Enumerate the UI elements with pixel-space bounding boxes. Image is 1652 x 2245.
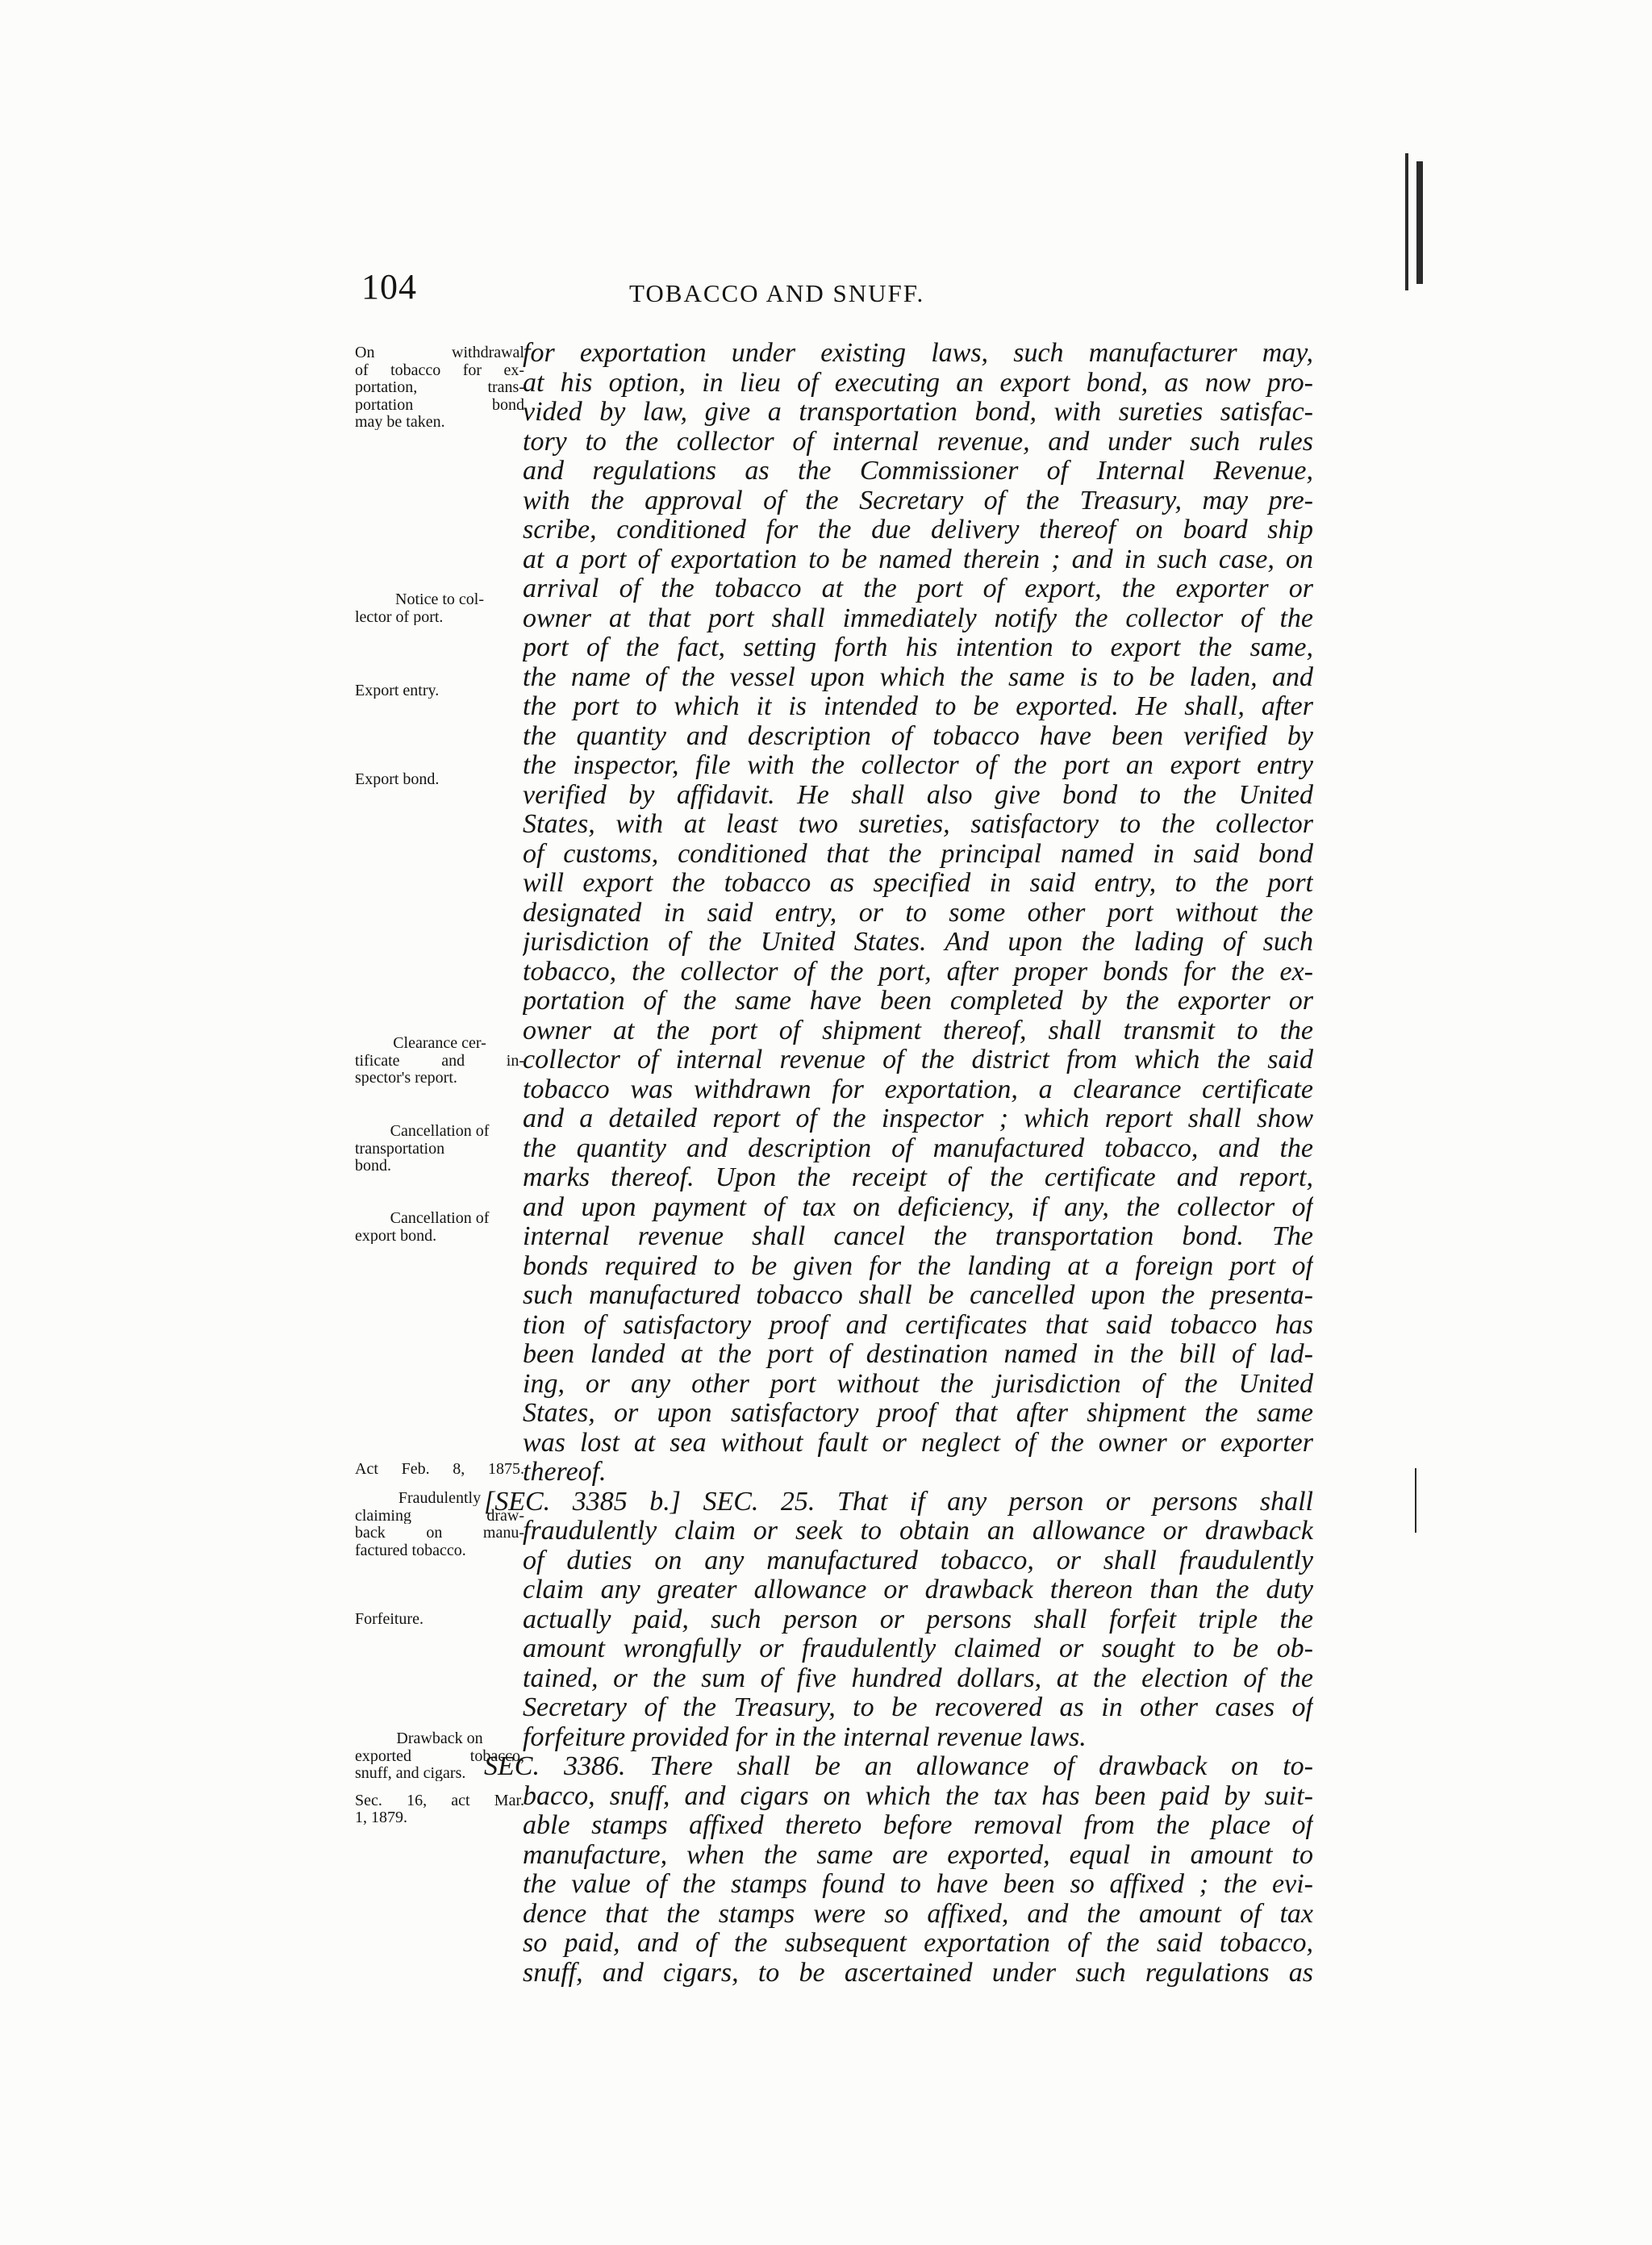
body-line: arrival of the tobacco at the port of export, the exporter or bbox=[523, 574, 1313, 603]
body-line: owner at the port of shipment thereof, shall transmit to the bbox=[523, 1015, 1313, 1045]
margin-note: Act Feb. 8, 1875. bbox=[355, 1461, 524, 1477]
margin-note: spector's report. bbox=[355, 1070, 457, 1086]
body-line: the name of the vessel upon which the same is to be laden, and bbox=[523, 661, 1313, 692]
margin-note: tificate and in- bbox=[355, 1053, 524, 1069]
margin-note: Export entry. bbox=[355, 682, 440, 699]
body-line: tained, or the sum of five hundred dollars, at the election of the bbox=[523, 1663, 1313, 1693]
margin-note: Sec. 16, act Mar. bbox=[355, 1792, 524, 1809]
body-line: bonds required to be given for the landing at a foreign port of bbox=[523, 1250, 1313, 1281]
margin-note: factured tobacco. bbox=[355, 1542, 466, 1559]
margin-rule-right bbox=[1405, 153, 1408, 290]
body-line: internal revenue shall cancel the transportation bond. The bbox=[523, 1221, 1313, 1251]
running-head: TOBACCO AND SNUFF. bbox=[629, 279, 925, 307]
body-line: able stamps affixed thereto before removal from the place of bbox=[523, 1810, 1313, 1840]
body-line: snuff, and cigars, to be ascertained under such regulations as bbox=[523, 1957, 1313, 1988]
margin-note: 1, 1879. bbox=[355, 1809, 407, 1826]
body-line: at a port of exportation to be named therein ; and in such case, on bbox=[523, 544, 1313, 574]
margin-note: transportation bbox=[355, 1141, 445, 1157]
body-line: designated in said entry, or to some other port without the bbox=[523, 897, 1313, 928]
body-line: the value of the stamps found to have been so affixed ; the evi- bbox=[523, 1869, 1313, 1899]
body-line: amount wrongfully or fraudulently claimed or sought to be ob- bbox=[523, 1634, 1313, 1663]
body-line: actually paid, such person or persons shall forfeit triple the bbox=[523, 1604, 1313, 1634]
margin-note: back on manu- bbox=[355, 1525, 524, 1541]
margin-note: portation, trans- bbox=[355, 379, 524, 395]
body-line: for exportation under existing laws, such manufacturer may, bbox=[523, 338, 1313, 368]
margin-note: Fraudulently bbox=[398, 1490, 482, 1506]
body-line: jurisdiction of the United States. And upon the lading of such bbox=[523, 927, 1313, 957]
margin-note: Clearance cer- bbox=[393, 1035, 486, 1051]
margin-note: export bond. bbox=[355, 1228, 437, 1244]
body-line: the port to which it is intended to be exported. He shall, after bbox=[523, 691, 1313, 721]
body-line: [SEC. 3385 b.] SEC. 25. That if any person or persons shall bbox=[484, 1486, 1313, 1517]
body-line: Secretary of the Treasury, to be recovered as in other cases of bbox=[523, 1692, 1313, 1722]
body-line: so paid, and of the subsequent exportation of the said tobacco, bbox=[523, 1928, 1313, 1958]
body-line: of customs, conditioned that the principal named in said bond bbox=[523, 838, 1313, 869]
margin-note: portation bond bbox=[355, 397, 524, 413]
body-line: and regulations as the Commissioner of Internal Revenue, bbox=[523, 456, 1313, 486]
margin-note: bond. bbox=[355, 1158, 391, 1174]
body-line: the quantity and description of tobacco have been verified by bbox=[523, 720, 1313, 751]
margin-note: lector of port. bbox=[355, 609, 444, 625]
body-line: verified by affidavit. He shall also give bond to the United bbox=[523, 779, 1313, 810]
body-line: tion of satisfactory proof and certificates that said tobacco has bbox=[523, 1309, 1313, 1340]
body-line: thereof. bbox=[523, 1457, 607, 1487]
body-line: manufacture, when the same are exported, equal in amount to bbox=[523, 1839, 1313, 1870]
body-line: tory to the collector of internal revenue, and under such rules bbox=[523, 426, 1313, 457]
body-line: tobacco, the collector of the port, after proper bonds for the ex- bbox=[523, 956, 1313, 987]
body-line: and upon payment of tax on deficiency, if any, the collector of bbox=[523, 1191, 1313, 1222]
body-line: the inspector, file with the collector of the port an export entry bbox=[523, 750, 1313, 780]
body-line: the quantity and description of manufactured tobacco, and the bbox=[523, 1133, 1313, 1163]
body-line: owner at that port shall immediately notify the collector of the bbox=[523, 603, 1313, 633]
body-line: such manufactured tobacco shall be cancelled upon the presenta- bbox=[523, 1280, 1313, 1310]
body-line: tobacco was withdrawn for exportation, a clearance certificate bbox=[523, 1074, 1313, 1104]
margin-note: Notice to col- bbox=[395, 591, 484, 607]
body-line: dence that the stamps were so affixed, and the amount of tax bbox=[523, 1898, 1313, 1929]
margin-rule-short bbox=[1415, 1468, 1416, 1533]
body-line: portation of the same have been completed by the exporter or bbox=[523, 986, 1313, 1016]
margin-note: snuff, and cigars. bbox=[355, 1765, 466, 1781]
body-line: and a detailed report of the inspector ; which report shall show bbox=[523, 1104, 1313, 1133]
margin-note: may be taken. bbox=[355, 414, 445, 430]
margin-note: Cancellation of bbox=[390, 1123, 490, 1139]
body-line: at his option, in lieu of executing an export bond, as now pro- bbox=[523, 367, 1313, 398]
body-line: of duties on any manufactured tobacco, or shall fraudulently bbox=[523, 1545, 1313, 1575]
body-line: SEC. 3386. There shall be an allowance of drawback on to- bbox=[484, 1751, 1313, 1781]
body-line: scribe, conditioned for the due delivery thereof on board ship bbox=[523, 515, 1313, 545]
body-line: will export the tobacco as specified in said entry, to the port bbox=[523, 868, 1313, 898]
page-number: 104 bbox=[361, 267, 417, 307]
body-line: marks thereof. Upon the receipt of the certificate and report, bbox=[523, 1162, 1313, 1192]
body-line: forfeiture provided for in the internal revenue laws. bbox=[523, 1721, 1087, 1752]
body-line: port of the fact, setting forth his intention to export the same, bbox=[523, 632, 1313, 662]
margin-note: exported tobacco, bbox=[355, 1748, 524, 1764]
body-line: fraudulently claim or seek to obtain an allowance or drawback bbox=[523, 1516, 1313, 1546]
body-line: ing, or any other port without the jurisdiction of the United bbox=[523, 1368, 1313, 1399]
margin-note: Export bond. bbox=[355, 771, 440, 787]
margin-note: Forfeiture. bbox=[355, 1611, 423, 1627]
body-line: claim any greater allowance or drawback thereon than the duty bbox=[523, 1575, 1313, 1604]
body-line: States, or upon satisfactory proof that after shipment the same bbox=[523, 1398, 1313, 1428]
margin-rule-top bbox=[1416, 161, 1423, 284]
margin-note: claiming draw- bbox=[355, 1508, 524, 1524]
body-line: with the approval of the Secretary of the Treasury, may pre- bbox=[523, 485, 1313, 515]
margin-note: of tobacco for ex- bbox=[355, 362, 524, 378]
body-line: been landed at the port of destination named in the bill of lad- bbox=[523, 1339, 1313, 1369]
margin-note: Cancellation of bbox=[390, 1210, 490, 1226]
body-line: collector of internal revenue of the district from which the said bbox=[523, 1045, 1313, 1075]
body-line: bacco, snuff, and cigars on which the tax has been paid by suit- bbox=[523, 1780, 1313, 1811]
body-line: States, with at least two sureties, satisfactory to the collector bbox=[523, 809, 1313, 839]
margin-note: Drawback on bbox=[396, 1730, 483, 1746]
body-line: was lost at sea without fault or neglect of the owner or exporter bbox=[523, 1427, 1313, 1458]
margin-note: On withdrawal bbox=[355, 344, 524, 361]
body-line: vided by law, give a transportation bond, with sureties satisfac- bbox=[523, 397, 1313, 427]
